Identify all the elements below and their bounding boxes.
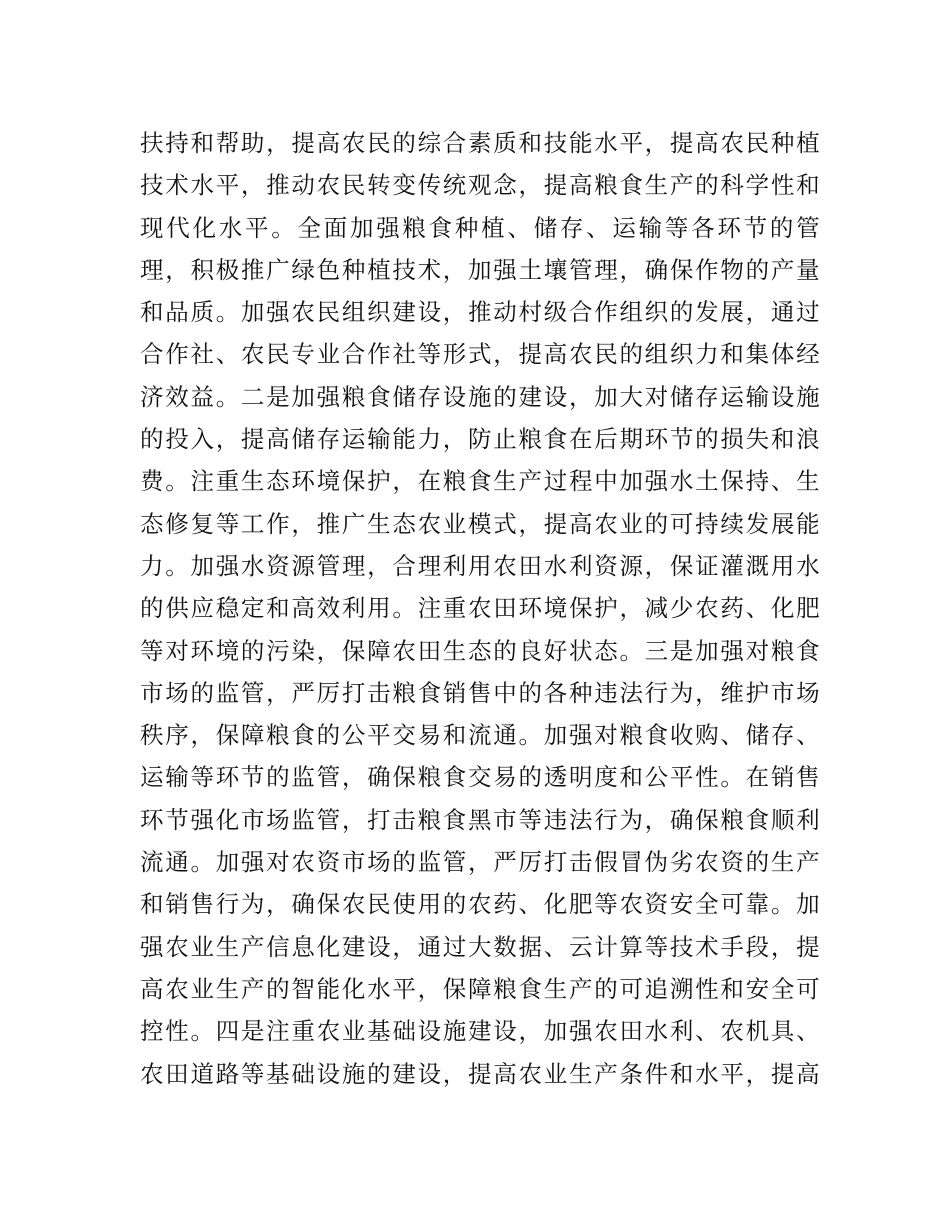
text-line: 等对环境的污染，保障农田生态的良好状态。三是加强对粮食 [140, 636, 820, 665]
text-line: 现代化水平。全面加强粮食种植、储存、运输等各环节的管 [140, 213, 820, 242]
text-line: 高农业生产的智能化水平，保障粮食生产的可追溯性和安全可 [140, 974, 820, 1003]
text-line: 的供应稳定和高效利用。注重农田环境保护，减少农药、化肥 [140, 594, 820, 623]
text-line: 费。注重生态环境保护，在粮食生产过程中加强水土保持、生 [140, 467, 820, 496]
text-line: 和销售行为，确保农民使用的农药、化肥等农资安全可靠。加 [140, 890, 820, 919]
text-line: 济效益。二是加强粮食储存设施的建设，加大对储存运输设施 [140, 382, 820, 411]
text-line: 秩序，保障粮食的公平交易和流通。加强对粮食收购、储存、 [140, 721, 820, 750]
text-line: 强农业生产信息化建设，通过大数据、云计算等技术手段，提 [140, 932, 820, 961]
text-line: 运输等环节的监管，确保粮食交易的透明度和公平性。在销售 [140, 763, 820, 792]
text-line: 市场的监管，严厉打击粮食销售中的各种违法行为，维护市场 [140, 678, 820, 707]
body-text [140, 122, 820, 1095]
text-line: 流通。加强对农资市场的监管，严厉打击假冒伪劣农资的生产 [140, 848, 820, 877]
text-line: 合作社、农民专业合作社等形式，提高农民的组织力和集体经 [140, 340, 820, 369]
text-line: 的投入，提高储存运输能力，防止粮食在后期环节的损失和浪 [140, 425, 820, 454]
text-line: 技术水平，推动农民转变传统观念，提高粮食生产的科学性和 [140, 171, 820, 200]
text-line: 环节强化市场监管，打击粮食黑市等违法行为，确保粮食顺利 [140, 805, 820, 834]
text-line: 力。加强水资源管理，合理利用农田水利资源，保证灌溉用水 [140, 551, 820, 580]
text-line: 态修复等工作，推广生态农业模式，提高农业的可持续发展能 [140, 509, 820, 538]
text-line: 理，积极推广绿色种植技术，加强土壤管理，确保作物的产量 [140, 255, 820, 284]
text-line: 扶持和帮助，提高农民的综合素质和技能水平，提高农民种植 [140, 129, 820, 157]
text-line: 控性。四是注重农业基础设施建设，加强农田水利、农机具、 [140, 1017, 820, 1046]
text-line: 农田道路等基础设施的建设，提高农业生产条件和水平，提高 [140, 1059, 820, 1088]
text-line: 和品质。加强农民组织建设，推动村级合作组织的发展，通过 [140, 298, 820, 327]
